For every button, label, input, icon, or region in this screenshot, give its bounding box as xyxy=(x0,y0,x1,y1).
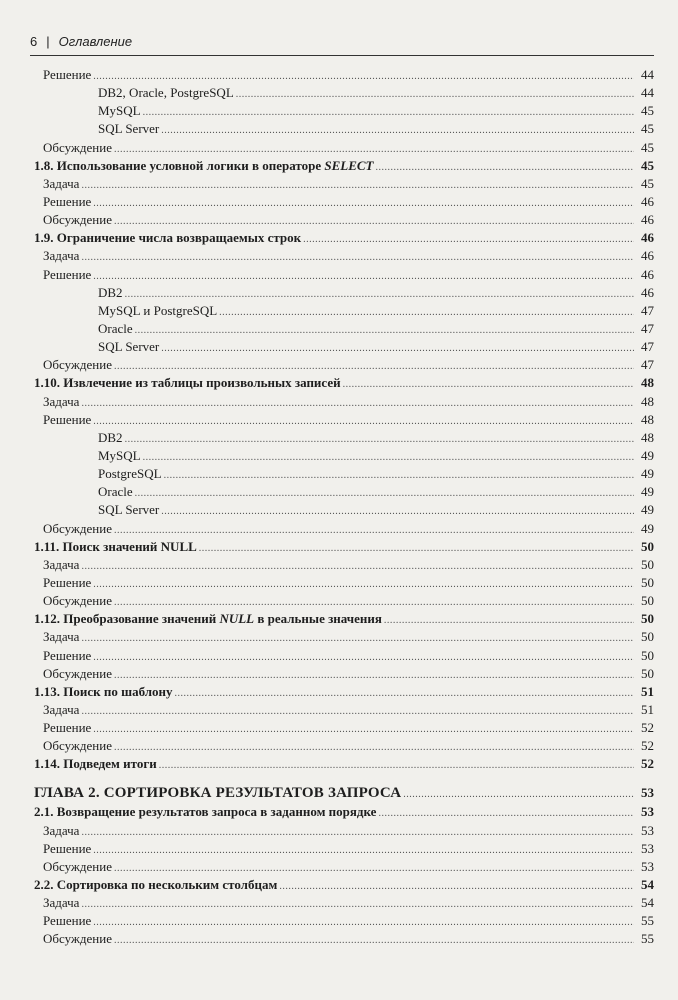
toc-entry-title: Обсуждение xyxy=(43,665,112,681)
toc-entry-title: Решение xyxy=(43,266,92,282)
toc-leader-dots xyxy=(81,558,634,576)
toc-leader-dots xyxy=(81,824,634,842)
toc-entry[interactable] xyxy=(34,501,654,519)
toc-page-number: 50 xyxy=(641,538,654,554)
toc-entry-title: Обсуждение xyxy=(43,212,112,228)
toc-entry[interactable] xyxy=(34,356,654,374)
toc-page-number: 46 xyxy=(641,248,654,264)
toc-entry-title: 1.13. Поиск по шаблону xyxy=(34,683,173,699)
toc-page-number: 46 xyxy=(641,266,654,282)
toc-page-number: 44 xyxy=(641,85,654,101)
toc-leader-dots xyxy=(236,86,634,104)
toc-leader-dots xyxy=(135,485,634,503)
toc-entry[interactable] xyxy=(34,266,654,284)
toc-entry-title: Задача xyxy=(43,895,80,911)
toc-entry-title: Обсуждение xyxy=(43,520,112,536)
toc-page-number: 47 xyxy=(641,320,654,336)
toc-page-number: 52 xyxy=(641,720,654,736)
toc-entry[interactable] xyxy=(34,193,654,211)
toc-leader-dots xyxy=(135,322,634,340)
toc-page-number: 53 xyxy=(641,785,654,801)
toc-entry[interactable] xyxy=(34,120,654,138)
header-rule xyxy=(30,55,654,56)
toc-leader-dots xyxy=(81,177,634,195)
toc-page-number: 46 xyxy=(641,230,654,246)
toc-entry[interactable] xyxy=(34,592,654,610)
toc-page-number: 54 xyxy=(641,877,654,893)
toc-entry-title: 1.8. Использование условной логики в операторе SELECT xyxy=(34,157,374,173)
toc-leader-dots xyxy=(93,721,634,739)
toc-leader-dots xyxy=(81,395,634,413)
toc-leader-dots xyxy=(219,304,634,322)
toc-leader-dots xyxy=(93,914,634,932)
toc-page-number: 52 xyxy=(641,738,654,754)
toc-page-number: 52 xyxy=(641,756,654,772)
toc-page-number: 50 xyxy=(641,593,654,609)
toc-entry[interactable] xyxy=(34,320,654,338)
toc-entry-title: Задача xyxy=(43,175,80,191)
toc-entry[interactable] xyxy=(34,139,654,157)
toc-entry-title: Решение xyxy=(43,193,92,209)
toc-leader-dots xyxy=(279,878,634,896)
toc-entry[interactable] xyxy=(34,647,654,665)
toc-entry-title: Решение xyxy=(43,411,92,427)
toc-page-number: 46 xyxy=(641,212,654,228)
toc-entry-title: Обсуждение xyxy=(43,139,112,155)
toc-page-number: 50 xyxy=(641,556,654,572)
toc-page-number: 49 xyxy=(641,447,654,463)
toc-entry-title: MySQL и PostgreSQL xyxy=(98,302,218,318)
toc-leader-dots xyxy=(199,540,634,558)
toc-page-number: 48 xyxy=(641,375,654,391)
toc-page-number: 47 xyxy=(641,339,654,355)
toc-leader-dots xyxy=(125,431,634,449)
toc-entry[interactable] xyxy=(34,574,654,592)
toc-page-number: 45 xyxy=(641,121,654,137)
toc-page-number: 55 xyxy=(641,931,654,947)
toc-entry[interactable] xyxy=(34,247,654,265)
toc-entry-title: Обсуждение xyxy=(43,858,112,874)
toc-leader-dots xyxy=(143,449,634,467)
toc-entry-title: 1.14. Подведем итоги xyxy=(34,756,157,772)
toc-entry-title: 1.9. Ограничение числа возвращаемых строк xyxy=(34,230,302,246)
toc-leader-dots xyxy=(384,612,634,630)
toc-page-number: 49 xyxy=(641,484,654,500)
toc-entry-title: Oracle xyxy=(98,320,133,336)
toc-page-number: 51 xyxy=(641,683,654,699)
toc-entry[interactable] xyxy=(34,465,654,483)
toc-entry[interactable] xyxy=(34,302,654,320)
toc-section[interactable] xyxy=(34,683,654,701)
toc-page-number: 53 xyxy=(641,804,654,820)
toc-page-number: 54 xyxy=(641,895,654,911)
toc-page-number: 49 xyxy=(641,466,654,482)
toc-leader-dots xyxy=(81,896,634,914)
toc-page-number: 50 xyxy=(641,611,654,627)
toc-page-number: 50 xyxy=(641,647,654,663)
toc-leader-dots xyxy=(343,376,634,394)
toc-leader-dots xyxy=(403,784,634,805)
toc-entry-title: Решение xyxy=(43,720,92,736)
toc-page-number: 45 xyxy=(641,175,654,191)
toc-entry-title: Обсуждение xyxy=(43,357,112,373)
toc-leader-dots xyxy=(81,630,634,648)
toc-entry-title: SQL Server xyxy=(98,339,160,355)
toc-leader-dots xyxy=(376,159,635,177)
toc-entry-title: Решение xyxy=(43,913,92,929)
toc-page-number: 53 xyxy=(641,840,654,856)
toc-leader-dots xyxy=(114,739,634,757)
page-number: 6 xyxy=(30,34,38,49)
toc-entry-title: 1.12. Преобразование значений NULL в реальные значения xyxy=(34,611,382,627)
toc-page-number: 48 xyxy=(641,411,654,427)
toc-entry-title: Решение xyxy=(43,647,92,663)
toc-page-number: 50 xyxy=(641,665,654,681)
toc-entry[interactable] xyxy=(34,912,654,930)
toc-page-number: 45 xyxy=(641,103,654,119)
toc-leader-dots xyxy=(303,231,634,249)
toc-leader-dots xyxy=(114,932,634,950)
toc-page-number: 49 xyxy=(641,520,654,536)
toc-entry[interactable] xyxy=(34,393,654,411)
header-separator: | xyxy=(46,34,50,49)
toc-entry-title: MySQL xyxy=(98,103,141,119)
toc-entry[interactable] xyxy=(34,284,654,302)
toc-leader-dots xyxy=(175,685,634,703)
toc-entry-title: DB2 xyxy=(98,284,123,300)
toc-page-number: 46 xyxy=(641,284,654,300)
toc-entry-title: Решение xyxy=(43,840,92,856)
toc-section[interactable] xyxy=(34,538,654,556)
toc-entry[interactable] xyxy=(34,66,654,84)
toc-entry[interactable] xyxy=(34,719,654,737)
toc-entry[interactable] xyxy=(34,338,654,356)
toc-leader-dots xyxy=(93,649,634,667)
toc-page-number: 47 xyxy=(641,302,654,318)
toc-entry-title: Обсуждение xyxy=(43,593,112,609)
toc-section[interactable] xyxy=(34,876,654,894)
toc-leader-dots xyxy=(164,467,634,485)
toc-page-number: 45 xyxy=(641,139,654,155)
toc-leader-dots xyxy=(81,249,634,267)
toc-page-number: 55 xyxy=(641,913,654,929)
toc-page-number: 53 xyxy=(641,858,654,874)
toc-entry-title: Oracle xyxy=(98,484,133,500)
toc-entry[interactable] xyxy=(34,211,654,229)
header-title: Оглавление xyxy=(58,34,133,49)
toc-entry[interactable] xyxy=(34,701,654,719)
toc-entry-title: Решение xyxy=(43,574,92,590)
toc-page-number: 44 xyxy=(641,67,654,82)
toc-leader-dots xyxy=(93,268,634,286)
toc-entry-title: PostgreSQL xyxy=(98,466,162,482)
toc-page-number: 50 xyxy=(641,574,654,590)
toc-entry-title: Обсуждение xyxy=(43,738,112,754)
toc-entry[interactable] xyxy=(34,628,654,646)
toc-leader-dots xyxy=(159,757,634,775)
toc-page-number: 48 xyxy=(641,393,654,409)
toc-entry-title: ГЛАВА 2. СОРТИРОВКА РЕЗУЛЬТАТОВ ЗАПРОСА xyxy=(34,785,402,802)
toc-entry-title: 1.11. Поиск значений NULL xyxy=(34,538,197,554)
toc-entry[interactable] xyxy=(34,411,654,429)
toc-section[interactable] xyxy=(34,374,654,392)
toc-entry[interactable] xyxy=(34,894,654,912)
toc-entry-title: Задача xyxy=(43,822,80,838)
toc-leader-dots xyxy=(161,122,634,140)
toc-page-number: 47 xyxy=(641,357,654,373)
toc-entry[interactable] xyxy=(34,520,654,538)
toc-entry[interactable] xyxy=(34,429,654,447)
toc-entry[interactable] xyxy=(34,858,654,876)
running-header xyxy=(30,34,654,49)
toc-leader-dots xyxy=(93,576,634,594)
toc-entry-title: SQL Server xyxy=(98,502,160,518)
toc-entry-title: 1.10. Извлечение из таблицы произвольных записей xyxy=(34,375,341,391)
toc-entry[interactable] xyxy=(34,737,654,755)
toc-page-number: 51 xyxy=(641,701,654,717)
toc-entry-title: Задача xyxy=(43,629,80,645)
toc-page-number: 53 xyxy=(641,822,654,838)
toc-page-number: 45 xyxy=(641,157,654,173)
table-of-contents xyxy=(34,66,654,949)
toc-entry[interactable] xyxy=(34,84,654,102)
toc-entry-title: 2.1. Возвращение результатов запроса в заданном порядке xyxy=(34,804,377,820)
toc-entry[interactable] xyxy=(34,930,654,948)
toc-leader-dots xyxy=(81,703,634,721)
toc-entry-title: Задача xyxy=(43,248,80,264)
toc-entry-title: Задача xyxy=(43,393,80,409)
toc-entry-title: SQL Server xyxy=(98,121,160,137)
toc-entry-title: MySQL xyxy=(98,447,141,463)
toc-entry[interactable] xyxy=(34,175,654,193)
toc-section[interactable] xyxy=(34,157,654,175)
toc-entry[interactable] xyxy=(34,840,654,858)
toc-section[interactable] xyxy=(34,229,654,247)
toc-leader-dots xyxy=(143,104,634,122)
toc-entry[interactable] xyxy=(34,447,654,465)
toc-section[interactable] xyxy=(34,803,654,821)
toc-entry[interactable] xyxy=(34,483,654,501)
toc-page-number: 46 xyxy=(641,193,654,209)
toc-leader-dots xyxy=(93,195,634,213)
toc-page-number: 50 xyxy=(641,629,654,645)
toc-leader-dots xyxy=(114,667,634,685)
toc-entry[interactable] xyxy=(34,665,654,683)
toc-entry-title: 2.2. Сортировка по нескольким столбцам xyxy=(34,877,278,893)
toc-entry-title: DB2, Oracle, PostgreSQL xyxy=(98,85,234,101)
toc-entry[interactable] xyxy=(34,556,654,574)
toc-leader-dots xyxy=(93,842,634,860)
toc-page-number: 48 xyxy=(641,429,654,445)
toc-entry-title: Обсуждение xyxy=(43,931,112,947)
toc-leader-dots xyxy=(93,413,634,431)
toc-entry-title: Задача xyxy=(43,556,80,572)
toc-entry[interactable] xyxy=(34,102,654,120)
toc-leader-dots xyxy=(378,805,634,823)
toc-entry-title: DB2 xyxy=(98,429,123,445)
toc-page-number: 49 xyxy=(641,502,654,518)
toc-leader-dots xyxy=(161,503,634,521)
toc-section[interactable] xyxy=(34,755,654,773)
toc-entry-title: Решение xyxy=(43,67,92,82)
toc-section[interactable] xyxy=(34,610,654,628)
toc-entry[interactable] xyxy=(34,822,654,840)
toc-entry-title: Задача xyxy=(43,701,80,717)
toc-chapter[interactable] xyxy=(34,782,654,803)
toc-leader-dots xyxy=(161,340,634,358)
